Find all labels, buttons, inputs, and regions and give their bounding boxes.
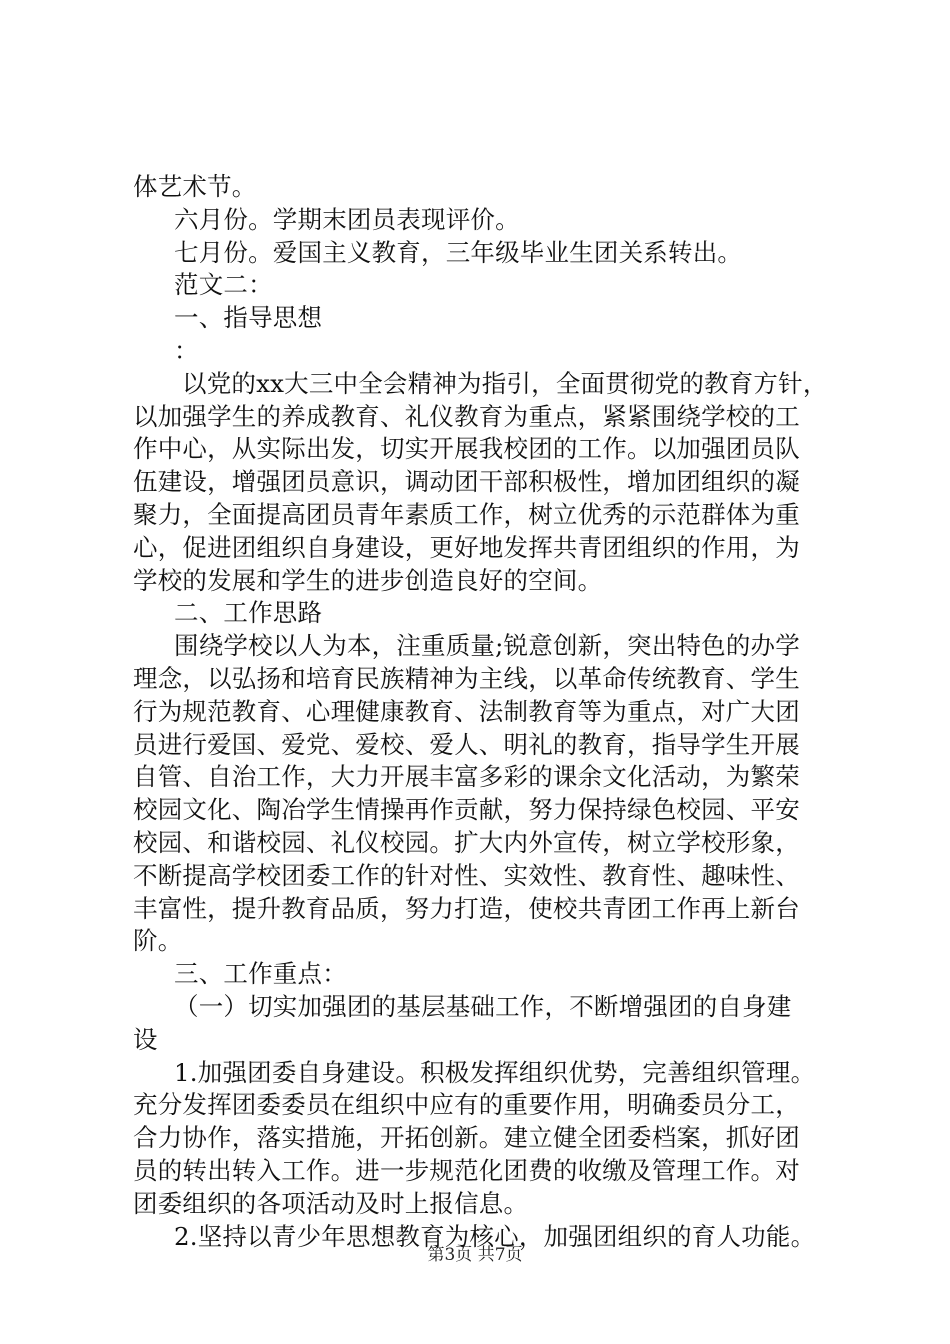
text-line: 围绕学校以人为本，注重质量;锐意创新，突出特色的办学: [174, 631, 800, 661]
text-line: 一、指导思想: [174, 303, 323, 333]
text-line: 充分发挥团委委员在组织中应有的重要作用，明确委员分工，: [133, 1090, 800, 1120]
text-line: 心，促进团组织自身建设，更好地发挥共青团组织的作用，为: [133, 532, 800, 562]
text-line: 员的转出转入工作。进一步规范化团费的收缴及管理工作。对: [133, 1155, 800, 1185]
text-line: 行为规范教育、心理健康教育、法制教育等为重点，对广大团: [133, 696, 800, 726]
text-line: 作中心，从实际出发，切实开展我校团的工作。以加强团员队: [133, 434, 800, 464]
text-line: 体艺术节。: [133, 172, 257, 201]
text-line: 范文二：: [174, 270, 273, 300]
text-line: 校园文化、陶冶学生情操再作贡献，努力保持绿色校园、平安: [133, 795, 800, 825]
text-line: 阶。: [133, 926, 183, 956]
document-body: [133, 171, 863, 1253]
text-line: 七月份。爱国主义教育，三年级毕业生团关系转出。: [174, 237, 743, 267]
text-line: 六月份。学期末团员表现评价。: [174, 204, 520, 234]
text-line: 三、工作重点：: [174, 959, 347, 989]
text-line: 丰富性，提升教育品质，努力打造，使校共青团工作再上新台: [133, 893, 800, 923]
text-line: （一）切实加强团的基层基础工作，不断增强团的自身建: [174, 991, 792, 1021]
text-line: 团委组织的各项活动及时上报信息。: [133, 1188, 529, 1218]
text-line: 员进行爱国、爱党、爱校、爱人、明礼的教育，指导学生开展: [133, 729, 800, 759]
text-line: 伍建设，增强团员意识，调动团干部积极性，增加团组织的凝: [133, 467, 800, 497]
text-line: 合力协作，落实措施，开拓创新。建立健全团委档案，抓好团: [133, 1123, 800, 1153]
text-line: 以加强学生的养成教育、礼仪教育为重点，紧紧围绕学校的工: [133, 401, 800, 431]
text-line: 二、工作思路: [174, 598, 323, 628]
page-footer: 第3页 共7页: [427, 1245, 523, 1265]
text-line: 以党的xx大三中全会精神为指引，全面贯彻党的教育方针，: [182, 368, 828, 398]
text-line: 设: [133, 1024, 158, 1054]
text-line: ：: [174, 335, 199, 365]
text-line: 聚力，全面提高团员青年素质工作，树立优秀的示范群体为重: [133, 499, 800, 529]
text-line: 不断提高学校团委工作的针对性、实效性、教育性、趣味性、: [133, 860, 800, 890]
text-line: 学校的发展和学生的进步创造良好的空间。: [133, 565, 603, 595]
text-line: 1.加强团委自身建设。积极发挥组织优势，完善组织管理。: [174, 1057, 816, 1087]
text-line: 2.坚持以青少年思想教育为核心，加强团组织的育人功能。: [174, 1221, 816, 1251]
text-line: 理念，以弘扬和培育民族精神为主线，以革命传统教育、学生: [133, 663, 800, 693]
text-line: 校园、和谐校园、礼仪校园。扩大内外宣传，树立学校形象，: [133, 827, 800, 857]
text-line: 自管、自治工作，大力开展丰富多彩的课余文化活动，为繁荣: [133, 762, 800, 792]
